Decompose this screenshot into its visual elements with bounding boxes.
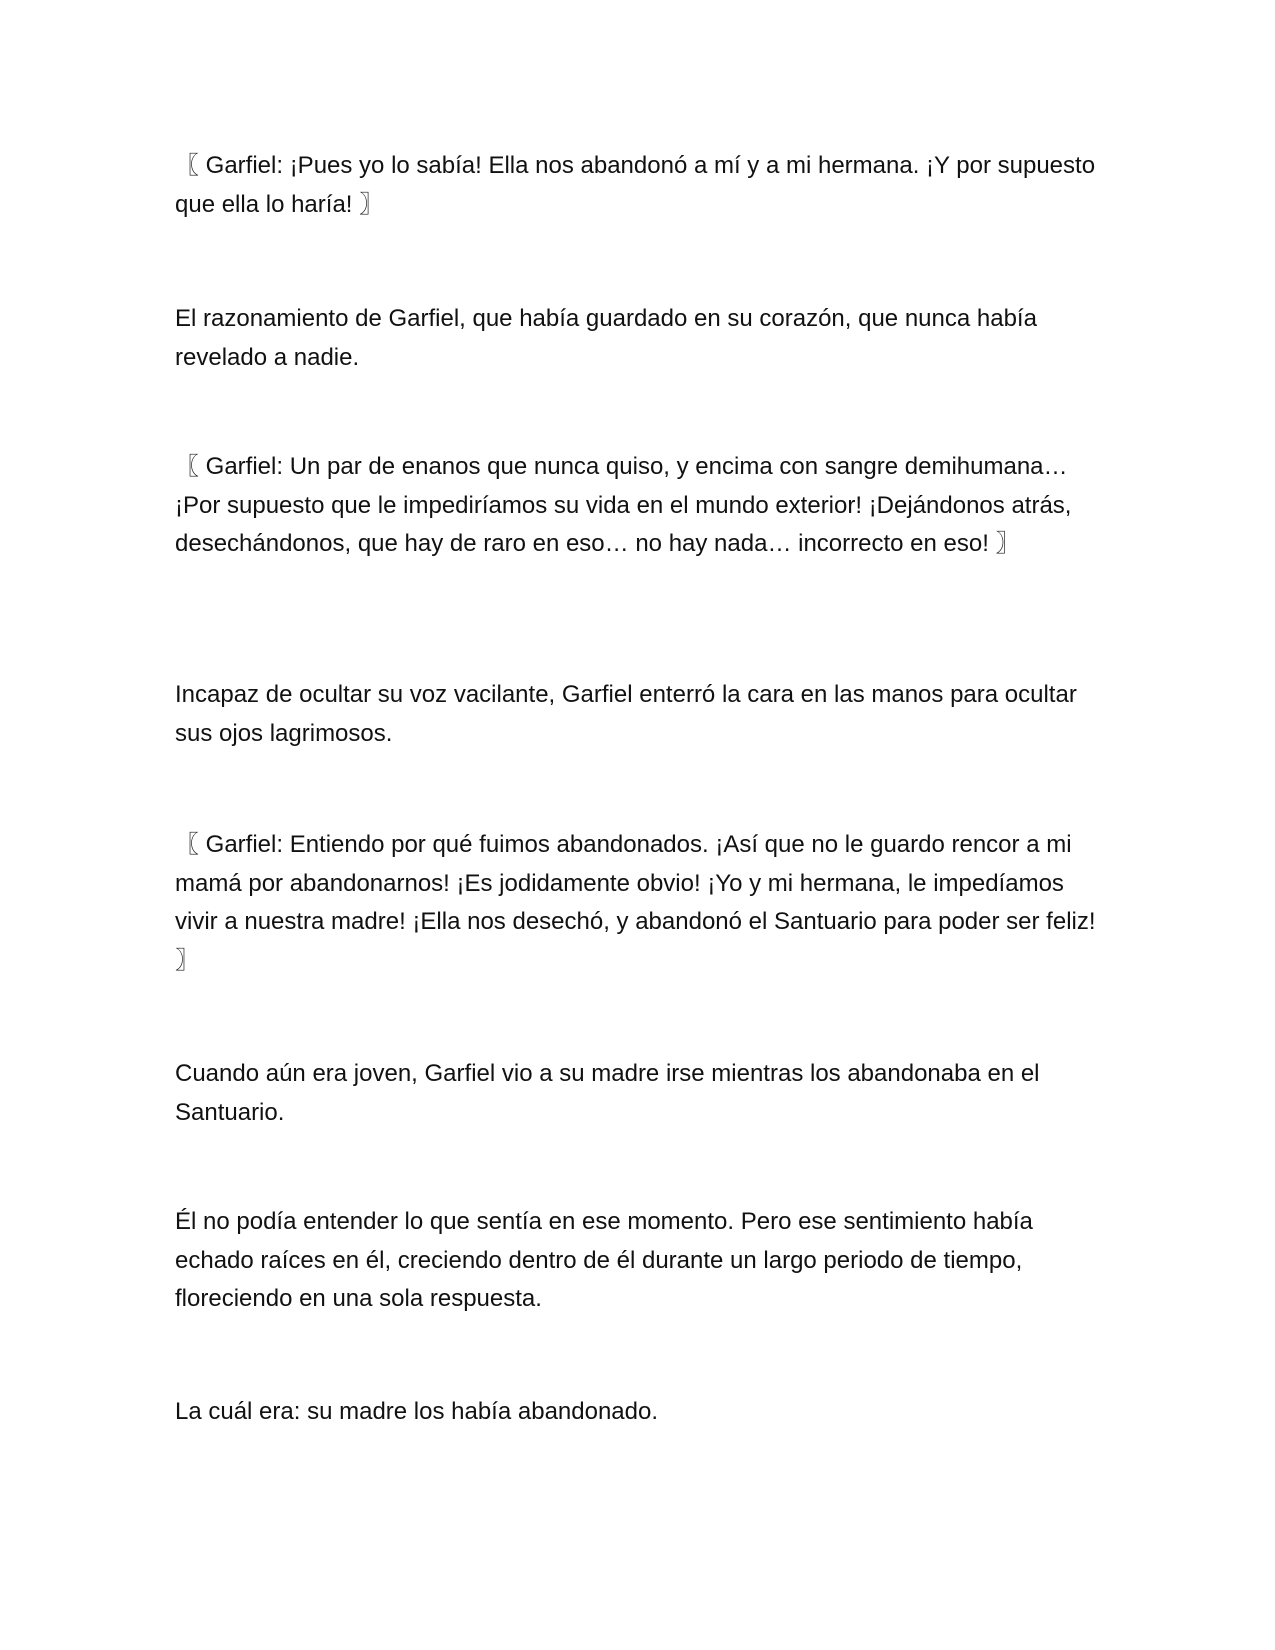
paragraph-narration-4: Él no podía entender lo que sentía en ese momento. Pero ese sentimiento había echado raíces en él, creciendo dentro de él durante un largo periodo de tiempo, floreciendo en una sola respuesta. [175, 1208, 1033, 1312]
paragraph-narration-5: La cuál era: su madre los había abandonado. [175, 1398, 659, 1425]
paragraph-narration-2: Incapaz de ocultar su voz vacilante, Garfiel enterró la cara en las manos para ocultar sus ojos lagrimosos. [175, 681, 1077, 747]
paragraph-dialogue-3: 〖 Garfiel: Entiendo por qué fuimos abandonados. ¡Así que no le guardo rencor a mi mamá por abandonarnos! ¡Es jodidamente obvio! ¡Yo y mi hermana, le impedíamos vivir a nuestra madre! ¡Ella nos desechó, y abandonó el Santuario para poder ser feliz! 〗 [175, 831, 1096, 974]
paragraph-narration-3: Cuando aún era joven, Garfiel vio a su madre irse mientras los abandonaba en el Santuario. [175, 1060, 1040, 1126]
paragraph-dialogue-1: 〖 Garfiel: ¡Pues yo lo sabía! Ella nos abandonó a mí y a mi hermana. ¡Y por supuesto que ella lo haría! 〗 [175, 152, 1096, 218]
paragraph-narration-1: El razonamiento de Garfiel, que había guardado en su corazón, que nunca había revelado a nadie. [175, 305, 1037, 371]
paragraph-dialogue-2: 〖 Garfiel: Un par de enanos que nunca quiso, y encima con sangre demihumana… ¡Por supuesto que le impediríamos su vida en el mundo exterior! ¡Dejándonos atrás, desechándonos, que hay de raro en eso… no hay nada… incorrecto en eso! 〗 [175, 453, 1072, 557]
